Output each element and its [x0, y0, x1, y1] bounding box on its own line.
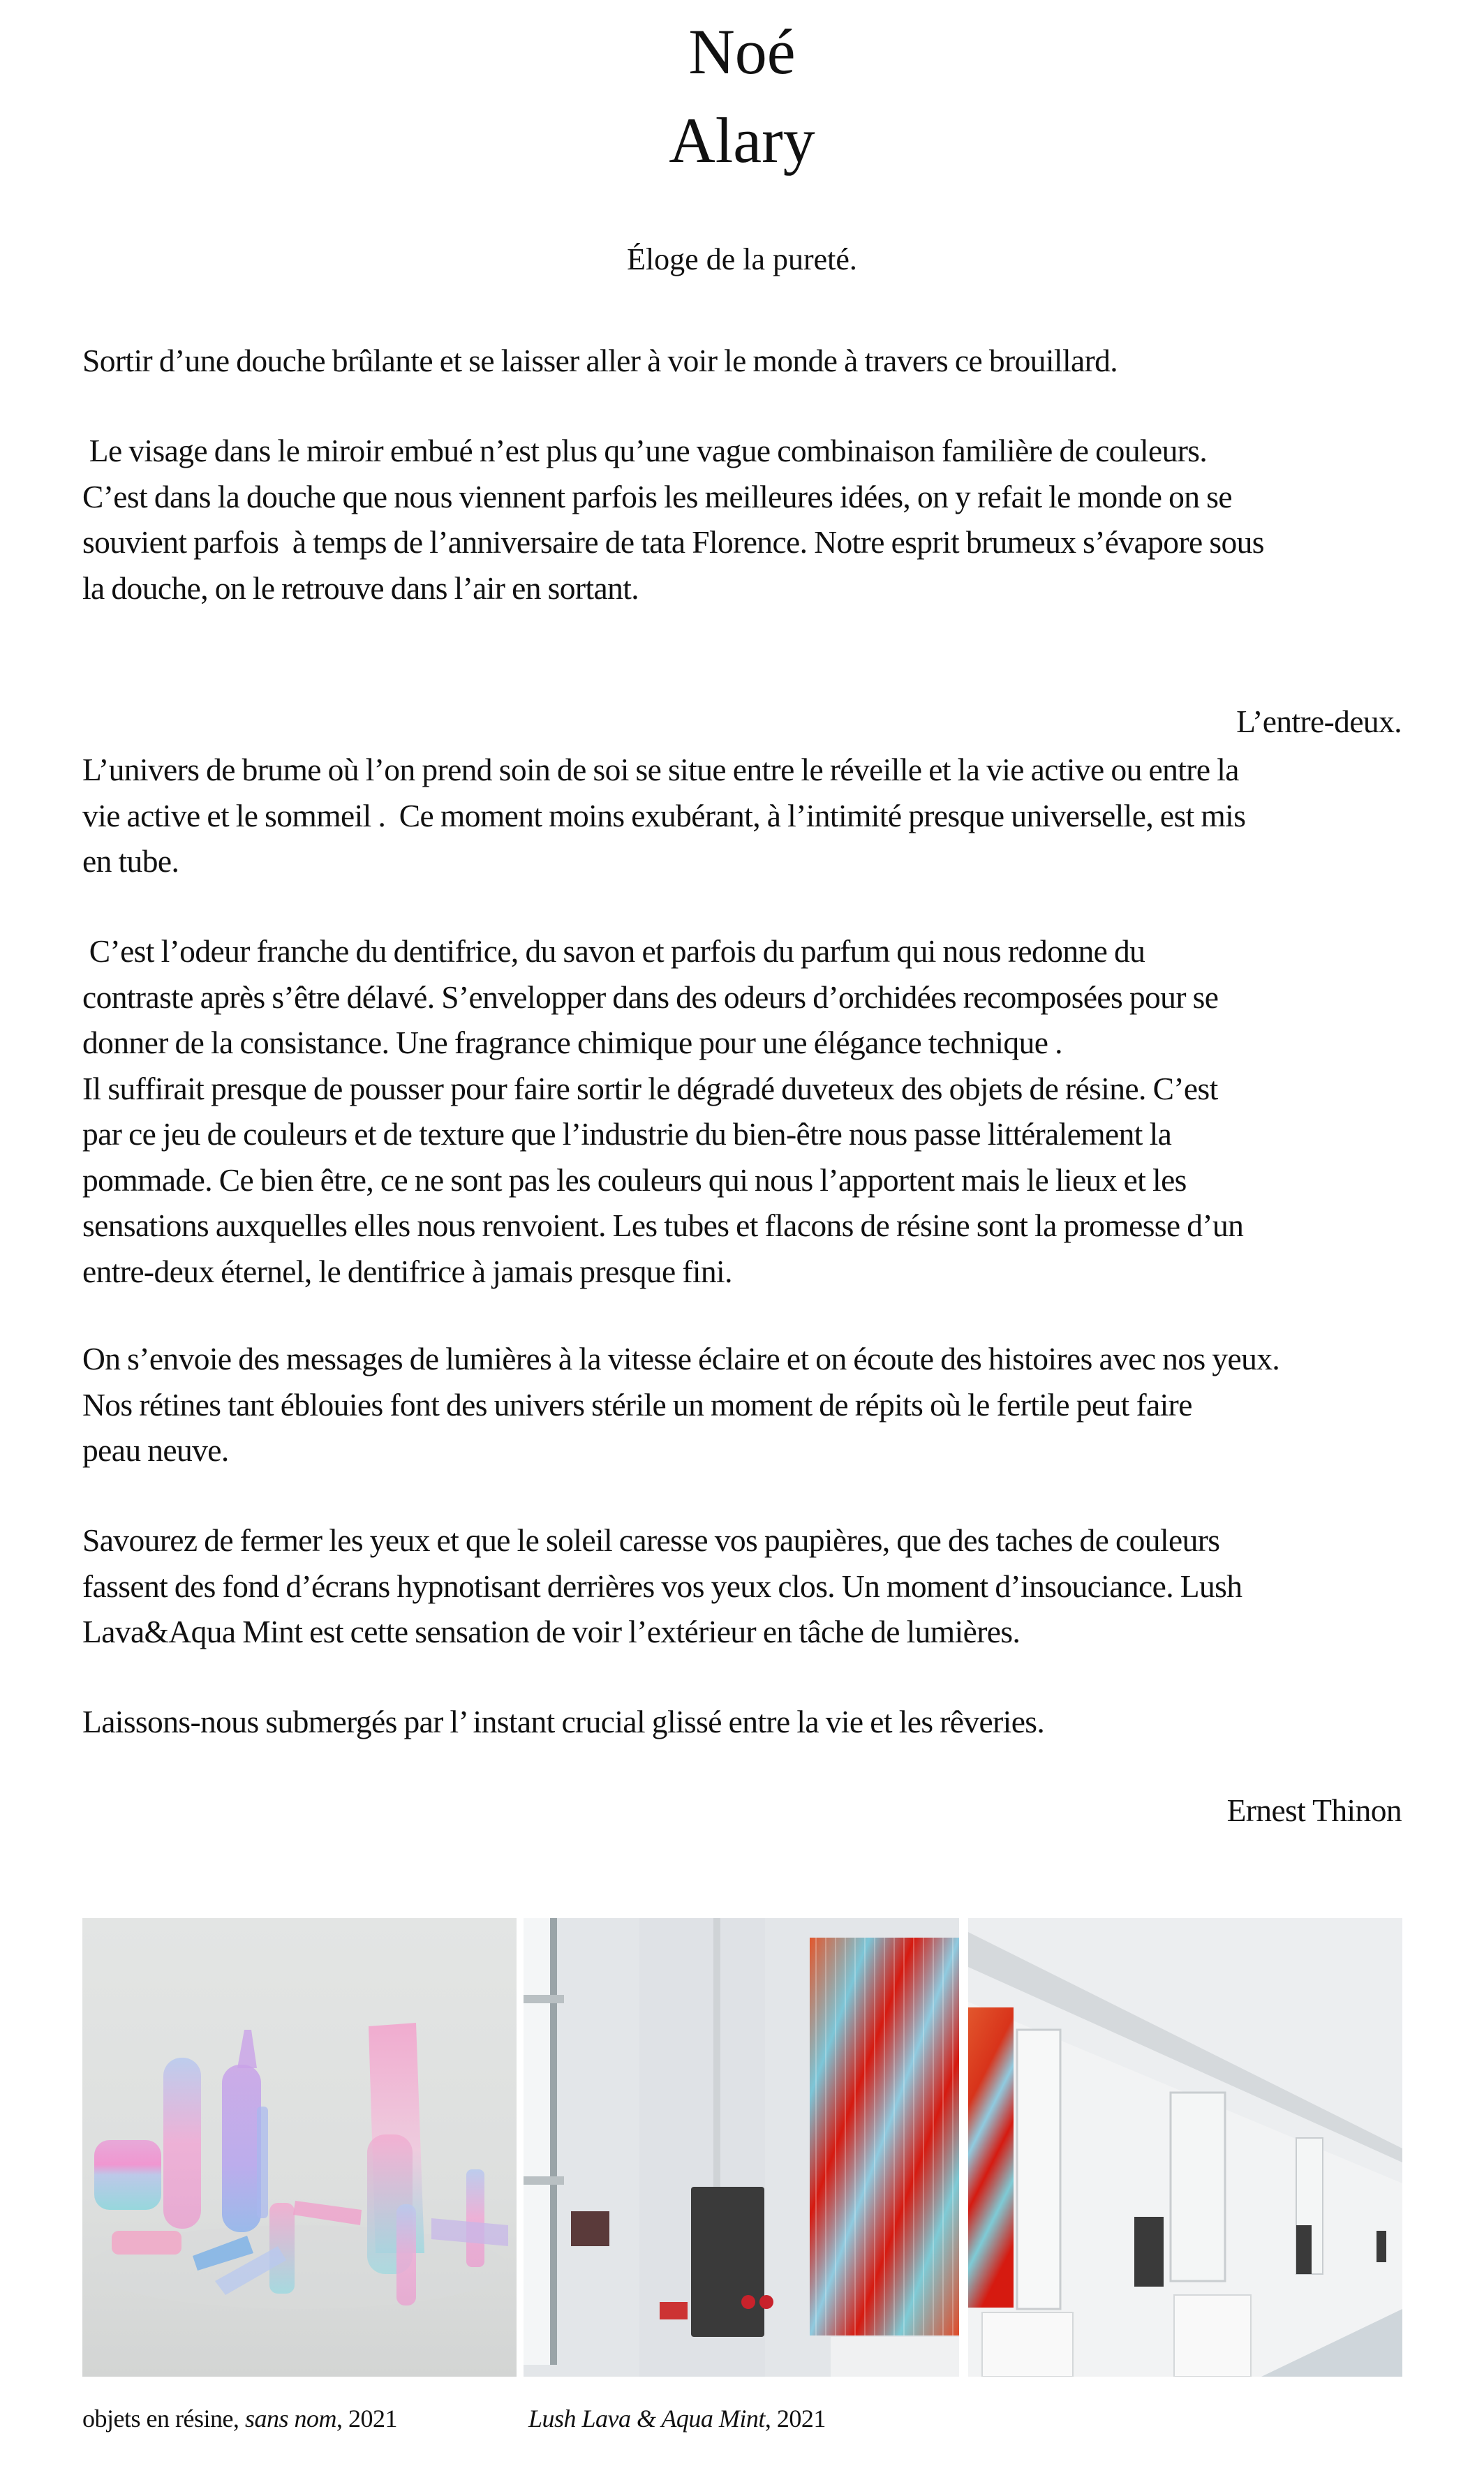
caption-resin-objects: [82, 2406, 397, 2431]
text-line: contraste après s’être délavé. S’envelopper dans des odeurs d’orchidées recomposées pour se: [82, 979, 1219, 1015]
red-socket: [741, 2295, 755, 2309]
resin-bottle-lilac: [222, 2065, 261, 2232]
installation-hall-illustration: [968, 1918, 1402, 2377]
text-line: pommade. Ce bien être, ce ne sont pas les couleurs qui nous l’apportent mais le lieux et les: [82, 1161, 1187, 1198]
window: [1171, 2093, 1225, 2281]
installation-wall-illustration: [524, 1918, 959, 2377]
caption-text: objets en résine,: [82, 2405, 245, 2433]
essay-title: Éloge de la pureté.: [627, 242, 857, 276]
text-line: Nos rétines tant éblouies font des univers stérile un moment de répits où le fertile peut faire: [82, 1386, 1192, 1423]
caption-year: , 2021: [336, 2405, 397, 2433]
electrical-box: [691, 2187, 764, 2337]
resin-lipstick: [466, 2169, 484, 2267]
window-mullion: [524, 2176, 564, 2185]
text-line: C’est l’odeur franche du dentifrice, du savon et parfois du parfum qui nous redonne du: [82, 933, 1145, 969]
radiator: [982, 2312, 1073, 2377]
text-line: sensations auxquelles elles nous renvoient. Les tubes et flacons de résine sont la promesse d’un: [82, 1208, 1244, 1243]
electrical-box: [1134, 2217, 1164, 2287]
window: [524, 1918, 551, 2365]
text-line: en tube.: [82, 843, 179, 879]
pipe: [713, 1918, 720, 2190]
sensor-box: [571, 2211, 609, 2246]
author-signature: Ernest Thinon: [1226, 1792, 1402, 1828]
window: [1017, 2030, 1060, 2309]
resin-toothbrush-pink: [293, 2201, 362, 2225]
resin-small-tube: [396, 2204, 416, 2305]
window-frame: [550, 1918, 557, 2365]
text-line: L’univers de brume où l’on prend soin de soi se situe entre le réveille et la vie active ou entre la: [82, 752, 1239, 787]
paragraph-7: [82, 1699, 1409, 1745]
paragraph-4: [82, 928, 1409, 1294]
caption-title: sans nom: [244, 2405, 336, 2433]
caption-year: , 2021: [764, 2405, 826, 2433]
resin-jar: [94, 2140, 161, 2210]
artist-first-name: Noé: [688, 16, 796, 87]
paragraph-5: [82, 1336, 1409, 1473]
paragraph-6: [82, 1517, 1409, 1655]
electrical-box: [1296, 2225, 1312, 2274]
photo-installation-hall: [968, 1918, 1402, 2377]
text-line: peau neuve.: [82, 1432, 229, 1468]
resin-roller-bottle: [163, 2058, 201, 2229]
resin-objects-illustration: [82, 1918, 517, 2377]
fire-alarm: [660, 2302, 688, 2319]
artist-last-name: Alary: [669, 105, 815, 176]
text-line: donner de la consistance. Une fragrance chimique pour une élégance technique .: [82, 1025, 1062, 1060]
text-line: par ce jeu de couleurs et de texture que l’industrie du bien-être nous passe littéralement la: [82, 1116, 1172, 1152]
text-line: Il suffirait presque de pousser pour faire sortir le dégradé duveteux des objets de résine. C’est: [82, 1070, 1218, 1106]
text-line: entre-deux éternel, le dentifrice à jamais presque fini.: [82, 1253, 732, 1289]
red-socket: [759, 2295, 773, 2309]
electrical-box: [1377, 2231, 1386, 2262]
text-line: la douche, on le retrouve dans l’air en sortant.: [82, 570, 639, 606]
text-line: Savourez de fermer les yeux et que le soleil caresse vos paupières, que des taches de couleurs: [82, 1522, 1220, 1558]
text-line: Laissons-nous submergés par l’ instant crucial glissé entre la vie et les rêveries.: [82, 1704, 1045, 1739]
resin-dropper-tip: [237, 2030, 257, 2068]
paragraph-3: [82, 747, 1409, 884]
text-line: Sortir d’une douche brûlante et se laisser aller à voir le monde à travers ce brouillard.: [82, 343, 1118, 378]
caption-title: Lush Lava & Aqua Mint: [528, 2405, 765, 2433]
text-line: souvient parfois à temps de l’anniversaire de tata Florence. Notre esprit brumeux s’évapore sous: [82, 524, 1264, 560]
radiator: [1174, 2295, 1251, 2377]
resin-small-vial: [269, 2203, 295, 2294]
caption-installation: [528, 2406, 826, 2431]
text-line: fassent des fond d’écrans hypnotisant derrières vos yeux clos. Un moment d’insouciance. Lush: [82, 1568, 1242, 1604]
text-line: C’est dans la douche que nous viennent parfois les meilleures idées, on y refait le monde on se: [82, 478, 1232, 514]
paragraph-2: [82, 428, 1409, 611]
resin-bottle-back: [257, 2107, 268, 2218]
section-heading: L’entre-deux.: [1236, 704, 1402, 739]
gradient-blind: [968, 2007, 1014, 2308]
photo-resin-objects: [82, 1918, 517, 2377]
window-mullion: [524, 1995, 564, 2003]
text-line: vie active et le sommeil . Ce moment moins exubérant, à l’intimité presque universelle, est mis: [82, 797, 1246, 833]
text-line: Le visage dans le miroir embué n’est plus qu’une vague combinaison familière de couleurs.: [82, 433, 1208, 468]
text-line: Lava&Aqua Mint est cette sensation de voir l’extérieur en tâche de lumières.: [82, 1614, 1021, 1649]
photo-installation-wall: [524, 1918, 959, 2377]
resin-razor-pink: [112, 2231, 181, 2255]
paragraph-1: [82, 338, 1409, 384]
radiator: [831, 2337, 959, 2377]
text-line: On s’envoie des messages de lumières à la vitesse éclaire et on écoute des histoires avec nos yeux.: [82, 1341, 1280, 1376]
